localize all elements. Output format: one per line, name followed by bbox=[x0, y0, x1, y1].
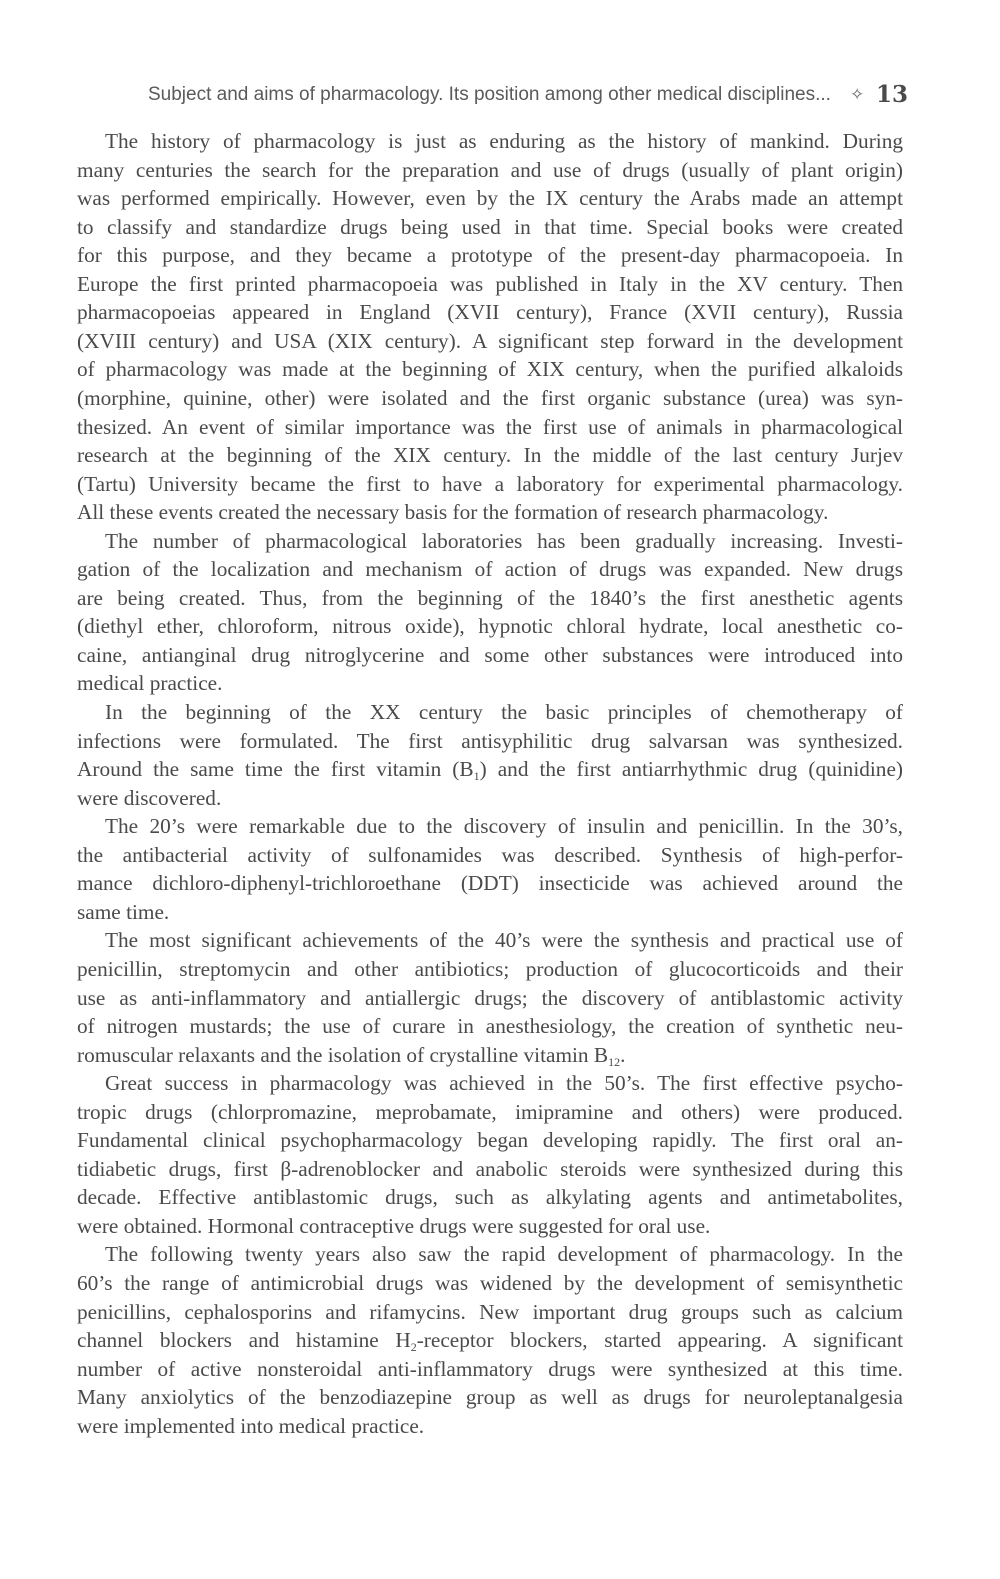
text-line: (XVIII century) and USA (XIX century). A significant step forward in the development bbox=[77, 328, 903, 353]
running-title: Subject and aims of pharmacology. Its position among other medical disciplines... bbox=[148, 84, 831, 105]
text-line: tropic drugs (chlorpromazine, meprobamate, imipramine and others) were produced. bbox=[77, 1099, 903, 1124]
text-line: Great success in pharmacology was achieved in the 50’s. The first effective psycho- bbox=[105, 1071, 903, 1096]
text-line: The following twenty years also saw the rapid development of pharmacology. In the bbox=[105, 1242, 903, 1267]
text-line: romuscular relaxants and the isolation of crystalline vitamin $B_{12}$. bbox=[77, 1042, 626, 1069]
text-line: were implemented into medical practice. bbox=[77, 1413, 425, 1438]
text-line: (Tartu) University became the first to have a laboratory for experimental pharmacology. bbox=[77, 471, 903, 496]
text-line: were obtained. Hormonal contraceptive drugs were suggested for oral use. bbox=[77, 1213, 711, 1238]
text-line: The history of pharmacology is just as enduring as the history of mankind. During bbox=[105, 129, 903, 153]
page-number: 13 bbox=[876, 81, 909, 108]
text-line: All these events created the necessary basis for the formation of research pharmacology. bbox=[77, 500, 829, 525]
text-line: penicillin, streptomycin and other antibiotics; production of glucocorticoids and their bbox=[77, 956, 903, 981]
text-line: infections were formulated. The first antisyphilitic drug salvarsan was synthesized. bbox=[77, 728, 903, 753]
four-point-star-icon: ✧ bbox=[850, 85, 865, 104]
text-line: the antibacterial activity of sulfonamides was described. Synthesis of high-perfor- bbox=[77, 842, 903, 867]
text-line: Fundamental clinical psychopharmacology began developing rapidly. The first oral an- bbox=[77, 1128, 903, 1153]
running-header bbox=[148, 81, 909, 114]
text-line: pharmacopoeias appeared in England (XVII century), France (XVII century), Russia bbox=[77, 300, 903, 325]
text-line: number of active nonsteroidal anti-inflammatory drugs were synthesized at this time. bbox=[77, 1356, 903, 1381]
text-line: channel blockers and histamine $H_2$-receptor blockers, started appearing. A significant bbox=[77, 1328, 903, 1355]
text-line: to classify and standardize drugs being used in that time. Special books were created bbox=[77, 214, 903, 239]
text-line: of nitrogen mustards; the use of curare in anesthesiology, the creation of synthetic neu- bbox=[77, 1014, 903, 1039]
text-line: In the beginning of the XX century the basic principles of chemotherapy of bbox=[105, 700, 903, 724]
text-line: mance dichloro-diphenyl-trichloroethane (DDT) insecticide was achieved around the bbox=[77, 871, 903, 896]
text-line: same time. bbox=[77, 899, 170, 924]
text-line: decade. Effective antiblastomic drugs, such as alkylating agents and antimetabolites, bbox=[77, 1185, 903, 1210]
text-line: Europe the first printed pharmacopoeia was published in Italy in the XV century. Then bbox=[77, 271, 903, 296]
text-line: are being created. Thus, from the beginning of the 1840’s the first anesthetic agents bbox=[77, 585, 903, 610]
text-line: penicillins, cephalosporins and rifamycins. New important drug groups such as calcium bbox=[77, 1299, 903, 1324]
text-line: tidiabetic drugs, first β-adrenoblocker and anabolic steroids were synthesized during this bbox=[77, 1156, 903, 1181]
text-line: gation of the localization and mechanism of action of drugs was expanded. New drugs bbox=[77, 557, 903, 582]
text-line: Around the same time the first vitamin $(B_1)$ and the first antiarrhythmic drug (quinidine) bbox=[77, 757, 903, 784]
text-line: Many anxiolytics of the benzodiazepine group as well as drugs for neuroleptanalgesia bbox=[77, 1385, 903, 1410]
text-line: of pharmacology was made at the beginning of XIX century, when the purified alkaloids bbox=[77, 357, 903, 382]
subscript: 1 bbox=[473, 769, 480, 784]
text-line: The most significant achievements of the 40’s were the synthesis and practical use of bbox=[105, 928, 903, 953]
subscript: 2 bbox=[410, 1340, 417, 1355]
text-line: many centuries the search for the preparation and use of drugs (usually of plant origin) bbox=[77, 157, 903, 182]
subscript: 12 bbox=[608, 1054, 621, 1069]
text-line: caine, antianginal drug nitroglycerine and some other substances were introduced into bbox=[77, 642, 903, 667]
text-line: were discovered. bbox=[77, 785, 222, 810]
text-line: The number of pharmacological laboratories has been gradually increasing. Investi- bbox=[105, 528, 903, 553]
text-line: research at the beginning of the XIX century. In the middle of the last century Jurjev bbox=[77, 443, 903, 468]
text-line: was performed empirically. However, even by the IX century the Arabs made an attempt bbox=[77, 186, 903, 211]
text-line: thesized. An event of similar importance was the first use of animals in pharmacological bbox=[77, 414, 903, 439]
text-line: The 20’s were remarkable due to the discovery of insulin and penicillin. In the 30’s, bbox=[105, 814, 903, 839]
text-line: use as anti-inflammatory and antiallergic drugs; the discovery of antiblastomic activity bbox=[77, 985, 903, 1010]
text-line: (diethyl ether, chloroform, nitrous oxide), hypnotic chloral hydrate, local anesthetic co- bbox=[77, 614, 903, 639]
text-line: medical practice. bbox=[77, 671, 223, 696]
text-line: (morphine, quinine, other) were isolated and the first organic substance (urea) was syn- bbox=[77, 385, 903, 410]
text-line: for this purpose, and they became a prototype of the present-day pharmacopoeia. In bbox=[77, 243, 903, 268]
text-line: 60’s the range of antimicrobial drugs was widened by the development of semisynthetic bbox=[77, 1271, 903, 1295]
